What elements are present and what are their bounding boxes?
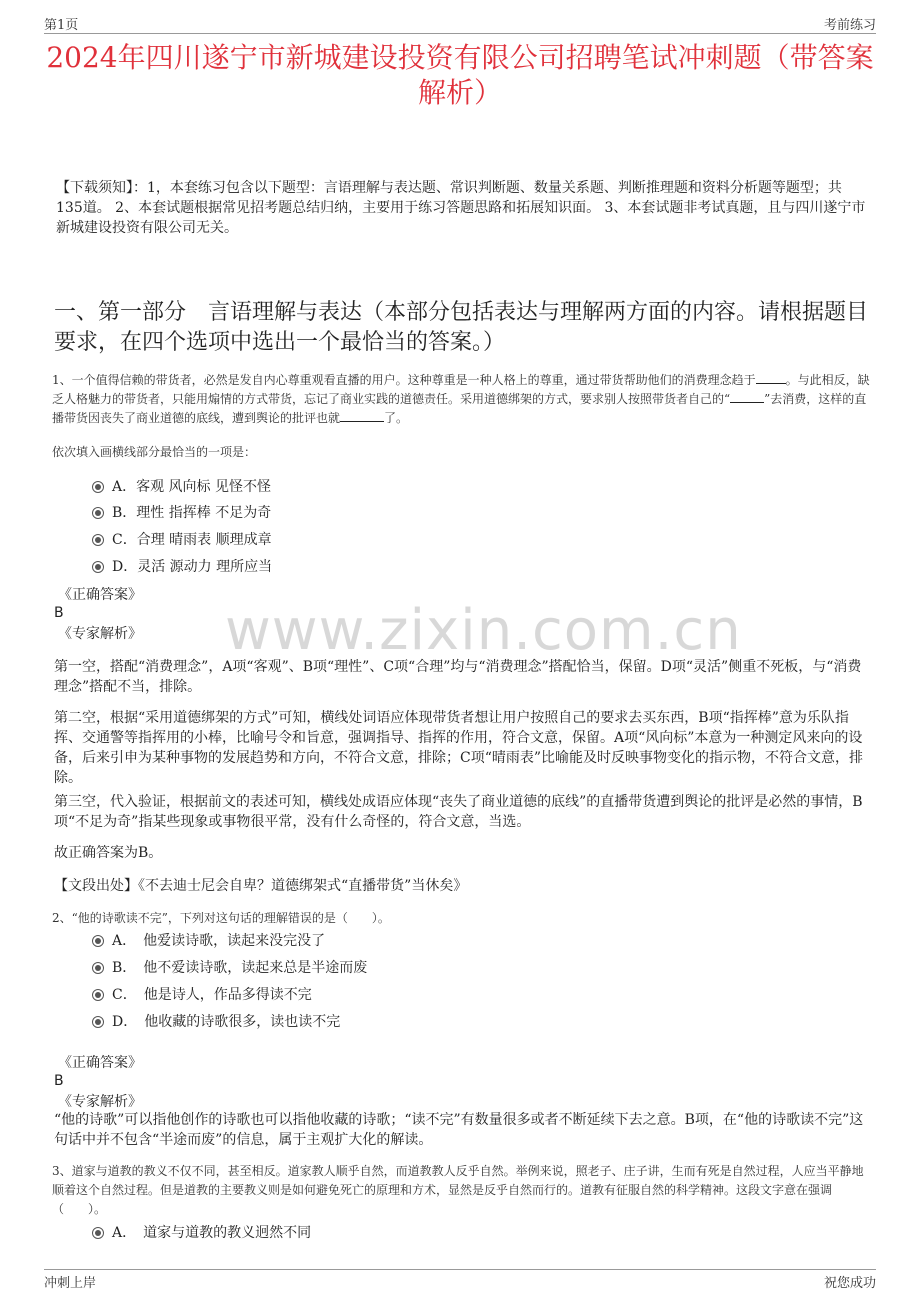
radio-icon[interactable] [92, 1016, 104, 1028]
q1-analysis-2: 第二空，根据“采用道德绑架的方式”可知，横线处词语应体现带货者想让用户按照自己的要求去买东西，B项“指挥棒”意为乐队指挥、交通警等指挥用的小棒，比喻号令和旨意，强调指导、指挥的作用，符合文意，保留。A项“风向标”本意为一种测定风来向的设备，后来引申为某种事物的发展趋势和方向，不符合文意，排除；C项“晴雨表”比喻能及时反映事物变化的指示物，不符合文意，排除。 [54, 710, 864, 786]
option-label: C．合理 晴雨表 顺理成章 [112, 532, 272, 548]
radio-icon[interactable] [92, 962, 104, 974]
q1-answer-label: 《正确答案》 [58, 587, 142, 603]
q1-analysis-1: 第一空，搭配“消费理念”，A项“客观”、B项“理性”、C项“合理”均与“消费理念”搭配恰当，保留。D项“灵活”侧重不死板，与“消费理念”搭配不当，排除。 [54, 659, 862, 695]
q1-option-b[interactable] [92, 504, 271, 522]
footer-right: 祝您成功 [823, 1276, 876, 1291]
q2-answer: B [54, 1073, 64, 1089]
radio-icon[interactable] [92, 481, 104, 493]
q1-option-d[interactable] [92, 558, 272, 576]
radio-icon[interactable] [92, 507, 104, 519]
q1-answer: B [54, 605, 64, 621]
q3-option-a[interactable] [92, 1224, 311, 1242]
q2-analysis-label: 《专家解析》 [58, 1094, 142, 1110]
q1-stem-part-d: 了。 [384, 411, 409, 425]
q1-analysis-4: 故正确答案为B。 [54, 845, 163, 861]
radio-icon[interactable] [92, 935, 104, 947]
q1-blank-3 [340, 421, 384, 422]
page-title: 2024年四川遂宁市新城建设投资有限公司招聘笔试冲刺题（带答案解析） [46, 41, 874, 109]
header-divider [44, 33, 876, 34]
option-label: A．客观 风向标 见怪不怪 [112, 479, 272, 495]
q1-option-c[interactable] [92, 531, 272, 549]
radio-icon[interactable] [92, 561, 104, 573]
q1-blank-1 [756, 383, 786, 384]
q2-option-d[interactable] [92, 1013, 340, 1031]
q1-stem-part-a: 1、一个值得信赖的带货者，必然是发自内心尊重观看直播的用户。这种尊重是一种人格上的尊重，通过带货帮助他们的消费理念趋于 [52, 373, 756, 387]
page-footer [44, 1272, 876, 1291]
footer-divider [44, 1269, 876, 1270]
radio-icon[interactable] [92, 534, 104, 546]
q2-answer-label: 《正确答案》 [58, 1055, 142, 1071]
q1-blank-2 [730, 402, 764, 403]
download-notice: 【下载须知】：1，本套练习包含以下题型：言语理解与表达题、常识判断题、数量关系题、判断推理题和资料分析题等题型；共135道。 2、本套试题根据常见招考题总结归纳，主要用于练习答题思路和拓展知识面。 3、本套试题非考试真题，且与四川遂宁市新城建设投资有限公司无关。 [56, 180, 866, 236]
q1-analysis-3: 第三空，代入验证，根据前文的表述可知，横线处成语应体现“丧失了商业道德的底线”的直播带货遭到舆论的批评是必然的事情，B项“不足为奇”指某些现象或事物很平常，没有什么奇怪的，符合文意，当选。 [54, 794, 863, 830]
footer-left: 冲刺上岸 [44, 1276, 97, 1291]
option-label: A． 道家与道教的教义迥然不同 [112, 1225, 312, 1241]
q2-option-c[interactable] [92, 986, 312, 1004]
q1-prompt: 依次填入画横线部分最恰当的一项是： [52, 445, 257, 459]
option-label: D．灵活 源动力 理所应当 [112, 559, 273, 575]
option-label: B． 他不爱读诗歌，读起来总是半途而废 [112, 960, 368, 976]
question-3-stem: 3、道家与道教的教义不仅不同，甚至相反。道家教人顺乎自然，而道教教人反乎自然。举例来说，照老子、庄子讲，生而有死是自然过程，人应当平静地顺着这个自然过程。但是道教的主要教义则是如何避免死亡的原理和方术，显然是反乎自然而行的。道教有征服自然的科学精神。这段文字意在强调（ ）。 [52, 1164, 864, 1216]
q2-option-a[interactable] [92, 932, 325, 950]
q1-source: 【文段出处】《不去迪士尼会自卑？道德绑架式“直播带货”当休矣》 [54, 878, 468, 894]
q2-option-b[interactable] [92, 959, 367, 977]
option-label: B．理性 指挥棒 不足为奇 [112, 505, 272, 521]
question-2-stem: 2、“他的诗歌读不完”，下列对这句话的理解错误的是（ ）。 [52, 911, 390, 925]
question-1-stem [52, 371, 872, 428]
option-label: D． 他收藏的诗歌很多，读也读不完 [112, 1014, 341, 1030]
radio-icon[interactable] [92, 989, 104, 1001]
watermark: www.zixin.com.cn [225, 598, 742, 663]
page-header [44, 14, 876, 32]
option-label: C． 他是诗人，作品多得读不完 [112, 987, 312, 1003]
q1-stem-part-c: ”去消费，这样的直播带货因丧失了商业道德的底线，遭到舆论的批评也就 [52, 392, 867, 425]
q1-option-a[interactable] [92, 478, 271, 496]
q1-stem-part-b: 。与此相反，缺乏人格魅力的带货者，只能用煽情的方式带货，忘记了商业实践的道德责任。采用道德绑架的方式，要求别人按照带货者自己的“ [52, 373, 870, 406]
option-label: A． 他爱读诗歌，读起来没完没了 [112, 933, 326, 949]
radio-icon[interactable] [92, 1227, 104, 1239]
page-number: 第1页 [44, 18, 79, 33]
section-heading: 一、第一部分 言语理解与表达（本部分包括表达与理解两方面的内容。请根据题目要求，在四个选项中选出一个最恰当的答案。） [54, 300, 869, 355]
q1-analysis-label: 《专家解析》 [58, 626, 142, 642]
q2-analysis: “他的诗歌”可以指他创作的诗歌也可以指他收藏的诗歌；“读不完”有数量很多或者不断延续下去之意。B项，在“他的诗歌读不完”这句话中并不包含“半途而废”的信息，属于主观扩大化的解读。 [54, 1112, 864, 1148]
header-tag: 考前练习 [823, 18, 876, 33]
